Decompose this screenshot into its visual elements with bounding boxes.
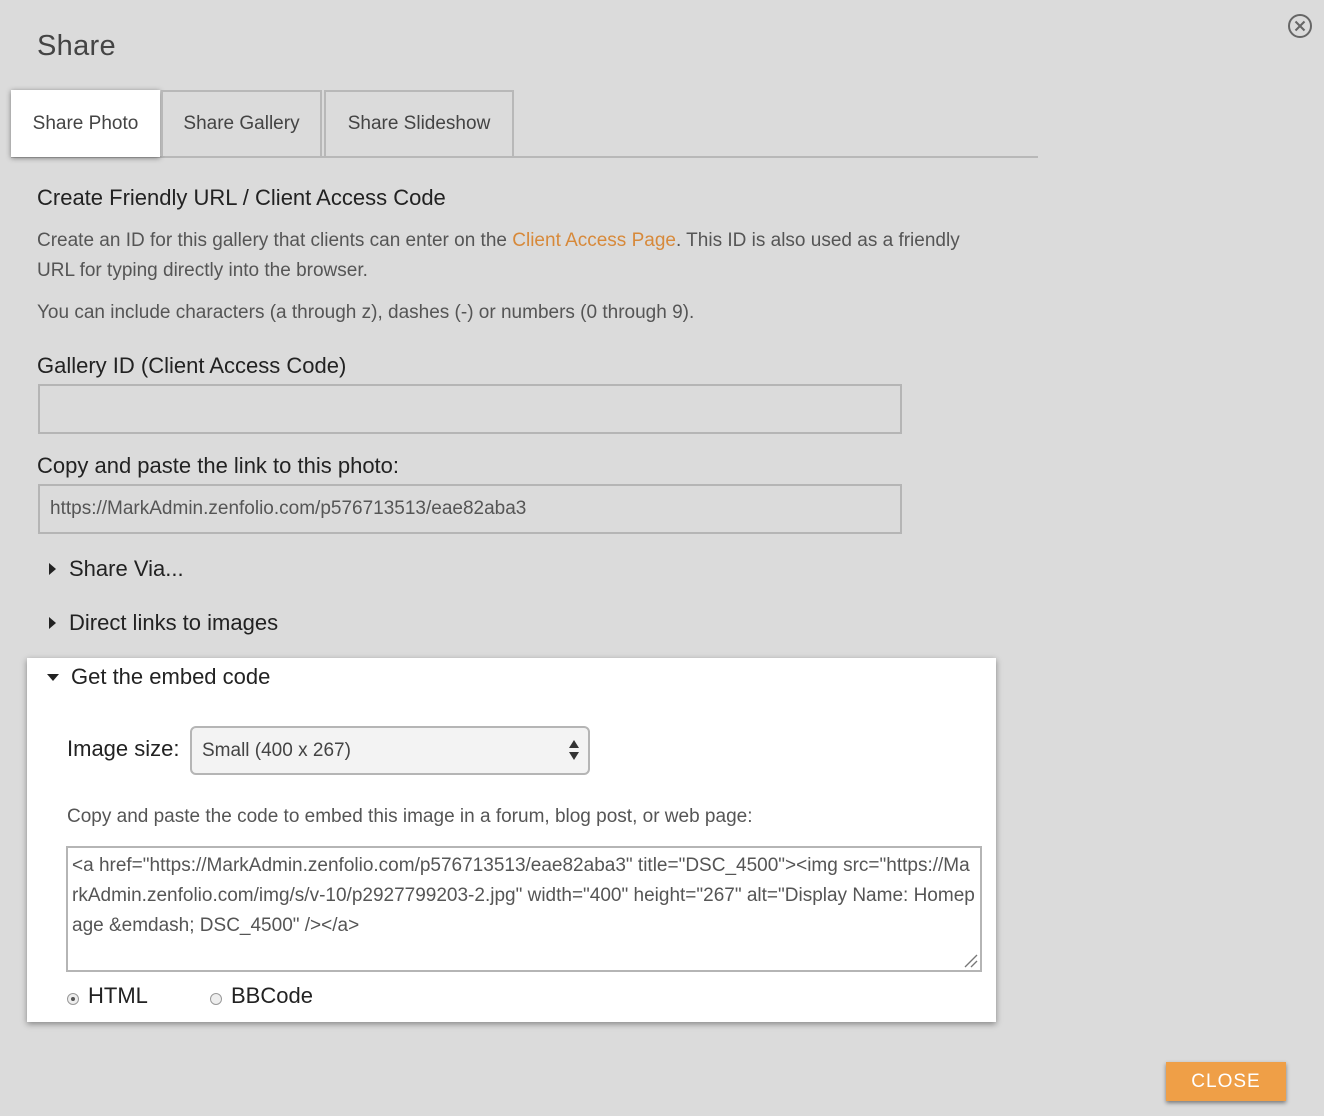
image-size-value: Small (400 x 267) (202, 739, 351, 761)
close-icon[interactable] (1288, 14, 1312, 38)
html-radio[interactable] (67, 993, 79, 1005)
direct-links-expander[interactable] (49, 610, 278, 636)
description-text-before: Create an ID for this gallery that clients can enter on the (37, 230, 513, 251)
embed-code-text: <a href="https://MarkAdmin.zenfolio.com/p576713513/eae82aba3" title="DSC_4500"><img src="https://MarkAdmin.zenfolio.com/img/s/v-10/p2927799203-2.jpg" width="400" height="267" alt="Display Name: Homepage &emdash; DSC_4500" /></a> (72, 855, 975, 936)
embed-instructions: Copy and paste the code to embed this image in a forum, blog post, or web page: (67, 806, 753, 827)
caret-right-icon (49, 617, 56, 629)
image-size-select[interactable] (190, 726, 590, 775)
embed-code-expander[interactable] (47, 664, 270, 690)
bbcode-radio-label[interactable]: BBCode (231, 983, 313, 1008)
dialog-title: Share (37, 30, 116, 62)
close-button[interactable]: CLOSE (1166, 1062, 1286, 1101)
direct-links-label: Direct links to images (69, 610, 279, 635)
caret-right-icon (49, 563, 56, 575)
embed-code-textarea[interactable] (66, 846, 982, 972)
resize-handle-icon[interactable] (962, 952, 978, 968)
photo-link-input[interactable] (38, 484, 902, 534)
image-size-label: Image size: (67, 736, 180, 761)
photo-link-label: Copy and paste the link to this photo: (37, 453, 400, 478)
tabs-divider (11, 156, 1038, 158)
gallery-id-label: Gallery ID (Client Access Code) (37, 353, 347, 378)
description-text-after: . This ID is also used as a friendly URL for typing directly into the browser. (37, 230, 960, 281)
allowed-characters-note: You can include characters (a through z), dashes (-) or numbers (0 through 9). (37, 302, 695, 323)
tab-share-photo[interactable]: Share Photo (11, 90, 160, 157)
embed-code-label: Get the embed code (71, 664, 271, 689)
share-via-expander[interactable] (49, 556, 184, 582)
select-arrows-icon (568, 739, 580, 761)
friendly-url-description (37, 226, 997, 286)
share-via-label: Share Via... (69, 556, 184, 581)
friendly-url-heading: Create Friendly URL / Client Access Code (37, 185, 446, 210)
client-access-page-link[interactable]: Client Access Page (512, 230, 676, 251)
gallery-id-input[interactable] (38, 384, 902, 434)
bbcode-radio[interactable] (210, 993, 222, 1005)
tab-share-slideshow[interactable]: Share Slideshow (324, 90, 514, 156)
caret-down-icon (47, 674, 59, 681)
html-radio-label[interactable]: HTML (88, 983, 148, 1008)
tab-share-gallery[interactable]: Share Gallery (161, 90, 322, 156)
